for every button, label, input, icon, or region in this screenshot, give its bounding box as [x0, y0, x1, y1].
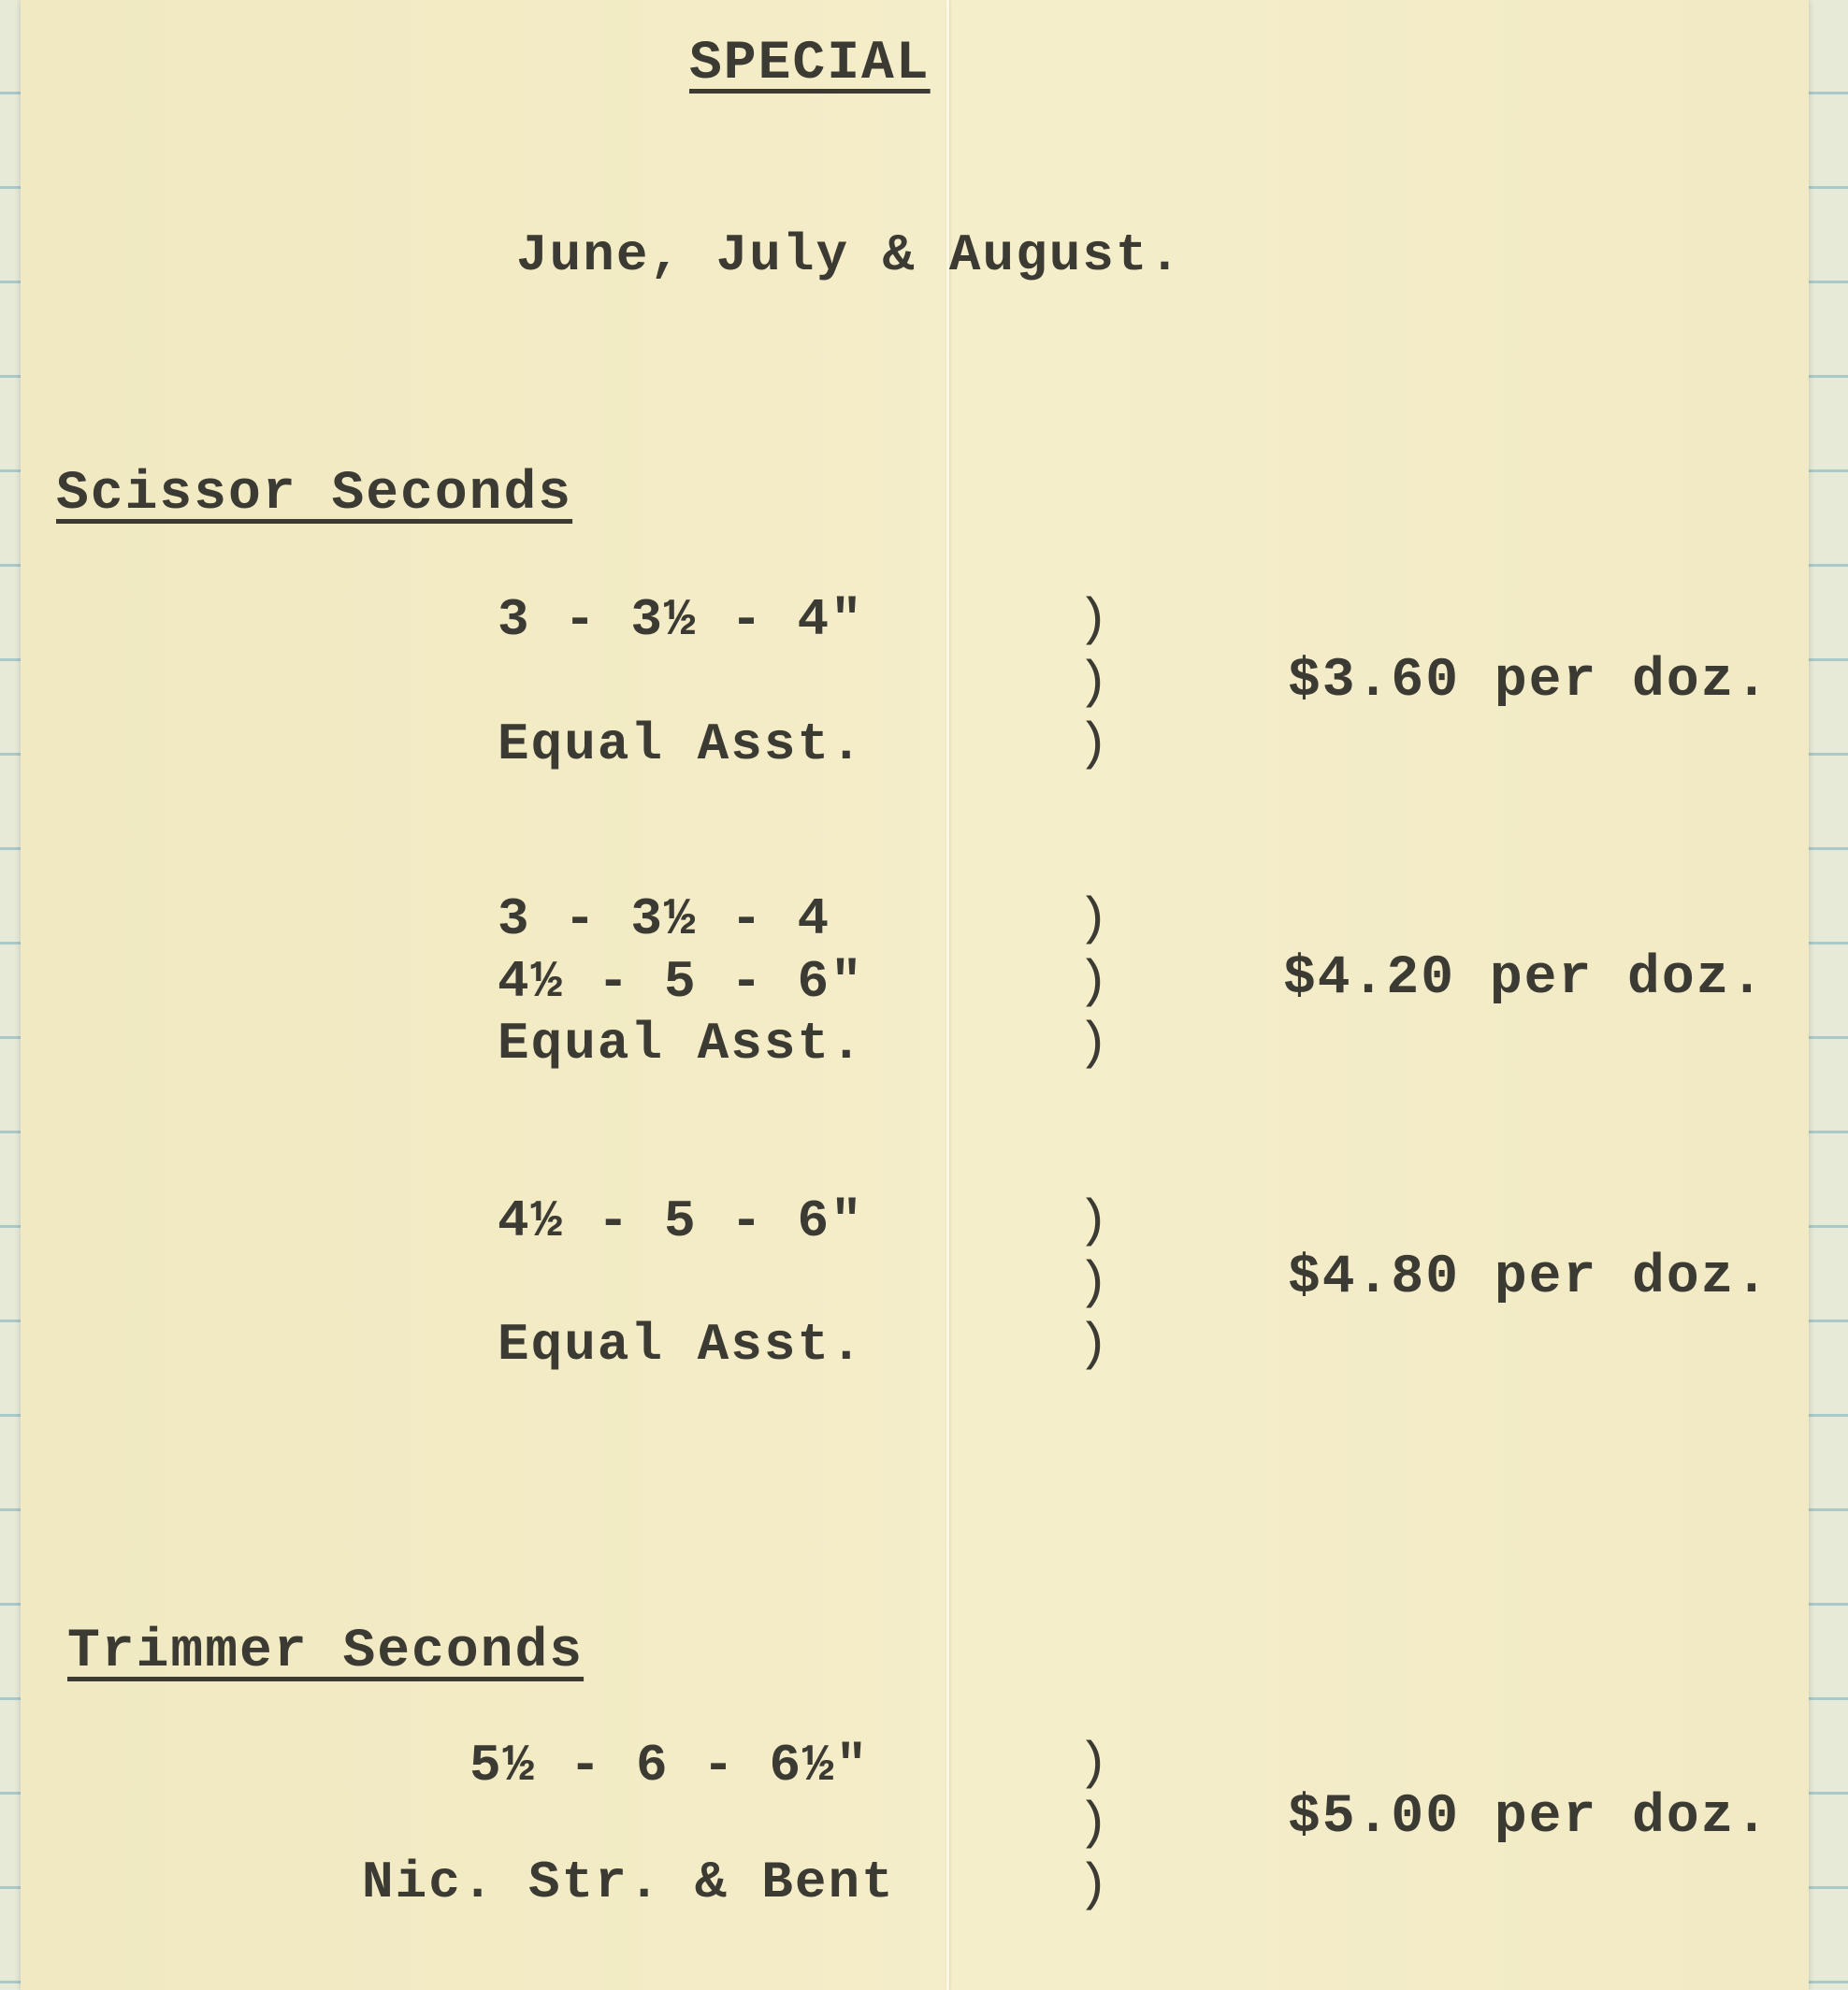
bracket-mark: ) [1077, 1855, 1111, 1915]
bracket-mark: ) [1077, 590, 1111, 650]
document-title: SPECIAL [689, 34, 931, 94]
finish-line: Nic. Str. & Bent [362, 1853, 895, 1912]
bracket-mark: ) [1077, 1794, 1111, 1853]
size-line: 3 - 3½ - 4" [498, 590, 864, 650]
assortment-line: Equal Asst. [498, 1014, 864, 1074]
price-label: $4.20 per doz. [1283, 948, 1766, 1009]
bracket-mark: ) [1077, 653, 1111, 713]
size-line: 4½ - 5 - 6" [498, 952, 864, 1012]
bracket-mark: ) [1077, 1014, 1111, 1074]
bracket-mark: ) [1077, 1315, 1111, 1375]
bracket-mark: ) [1077, 952, 1111, 1012]
price-label: $3.60 per doz. [1288, 651, 1770, 712]
bracket-mark: ) [1077, 889, 1111, 949]
size-line: 4½ - 5 - 6" [498, 1191, 864, 1251]
price-label: $5.00 per doz. [1288, 1787, 1770, 1848]
section-heading-scissor-seconds: Scissor Seconds [56, 464, 573, 525]
assortment-line: Equal Asst. [498, 714, 864, 774]
size-line: 3 - 3½ - 4 [498, 889, 831, 949]
bracket-mark: ) [1077, 1191, 1111, 1251]
paper-fold-line [946, 0, 949, 1990]
section-heading-trimmer-seconds: Trimmer Seconds [67, 1622, 585, 1682]
document-subtitle: June, July & August. [516, 225, 1183, 285]
bracket-mark: ) [1077, 714, 1111, 774]
size-line: 5½ - 6 - 6½" [469, 1736, 870, 1795]
typed-price-sheet [21, 0, 1809, 1990]
assortment-line: Equal Asst. [498, 1315, 864, 1375]
bracket-mark: ) [1077, 1734, 1111, 1794]
price-label: $4.80 per doz. [1288, 1247, 1770, 1308]
bracket-mark: ) [1077, 1253, 1111, 1313]
